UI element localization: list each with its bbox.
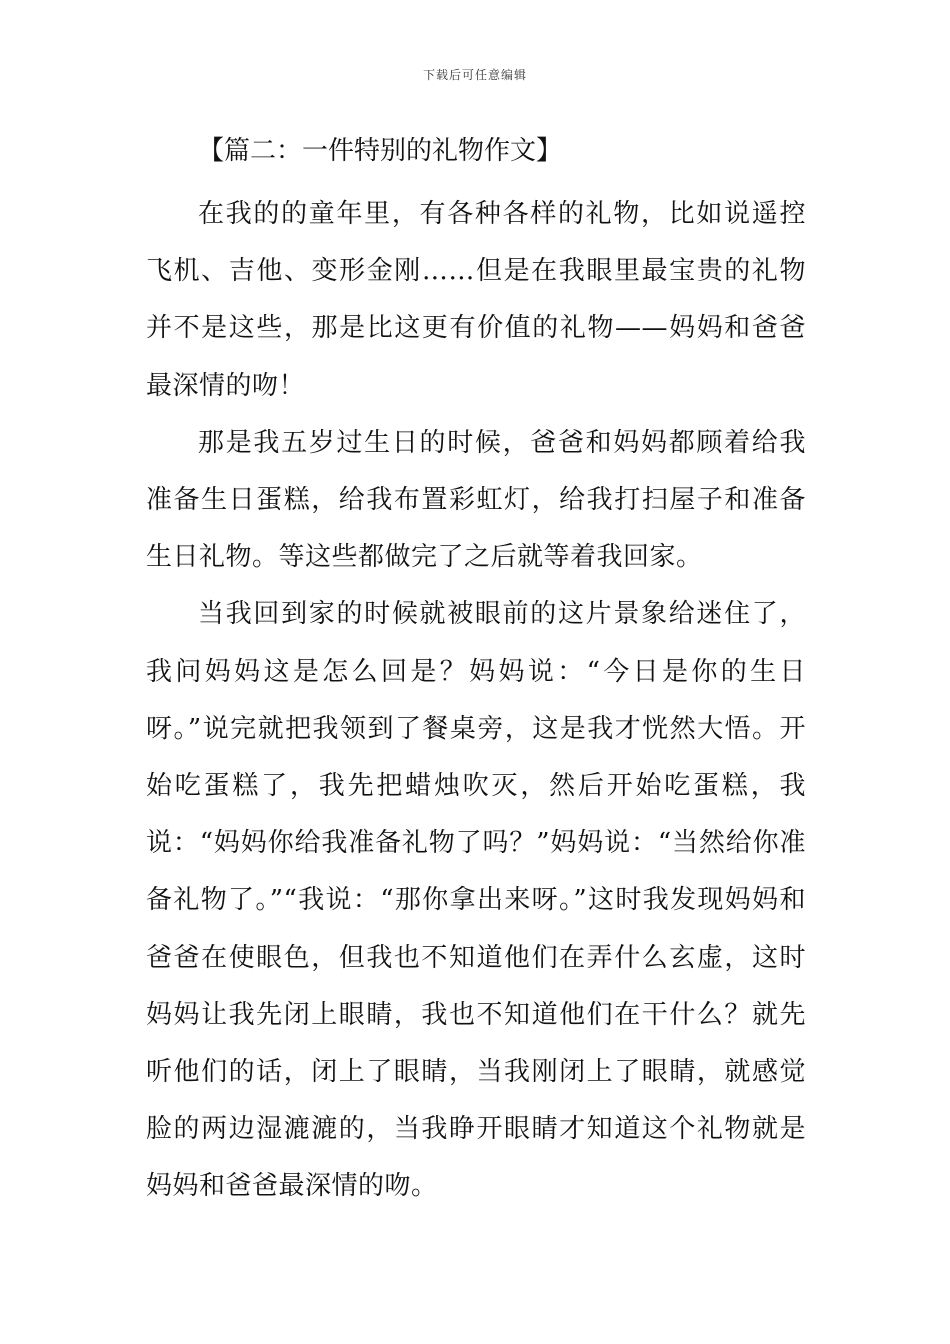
page-header-note: 下载后可任意编辑	[422, 68, 527, 82]
document-title: 【篇二：一件特别的礼物作文】	[198, 136, 563, 166]
paragraph-1: 在我的的童年里，有各种各样的礼物，比如说遥控飞机、吉他、变形金刚……但是在我眼里最宝贵的礼物并不是这些，那是比这更有价值的礼物——妈妈和爸爸最深情的吻！	[146, 199, 806, 401]
document-body	[146, 130, 806, 1216]
paragraph-2: 那是我五岁过生日的时候，爸爸和妈妈都顾着给我准备生日蛋糕，给我布置彩虹灯，给我打扫屋子和准备生日礼物。等这些都做完了之后就等着我回家。	[146, 427, 806, 573]
paragraph-3: 当我回到家的时候就被眼前的这片景象给迷住了，我问妈妈这是怎么回是？妈妈说：“今日是你的生日呀。”说完就把我领到了餐桌旁，这是我才恍然大悟。开始吃蛋糕了，我先把蜡烛吹灭，然后开始吃蛋糕，我说：“妈妈你给我准备礼物了吗？”妈妈说：“当然给你准备礼物了。”“我说：“那你拿出来呀。”这时我发现妈妈和爸爸在使眼色，但我也不知道他们在弄什么玄虚，这时妈妈让我先闭上眼睛，我也不知道他们在干什么？就先听他们的话，闭上了眼睛，当我刚闭上了眼睛，就感觉脸的两边湿漉漉的，当我睁开眼睛才知道这个礼物就是妈妈和爸爸最深情的吻。	[146, 599, 806, 1202]
